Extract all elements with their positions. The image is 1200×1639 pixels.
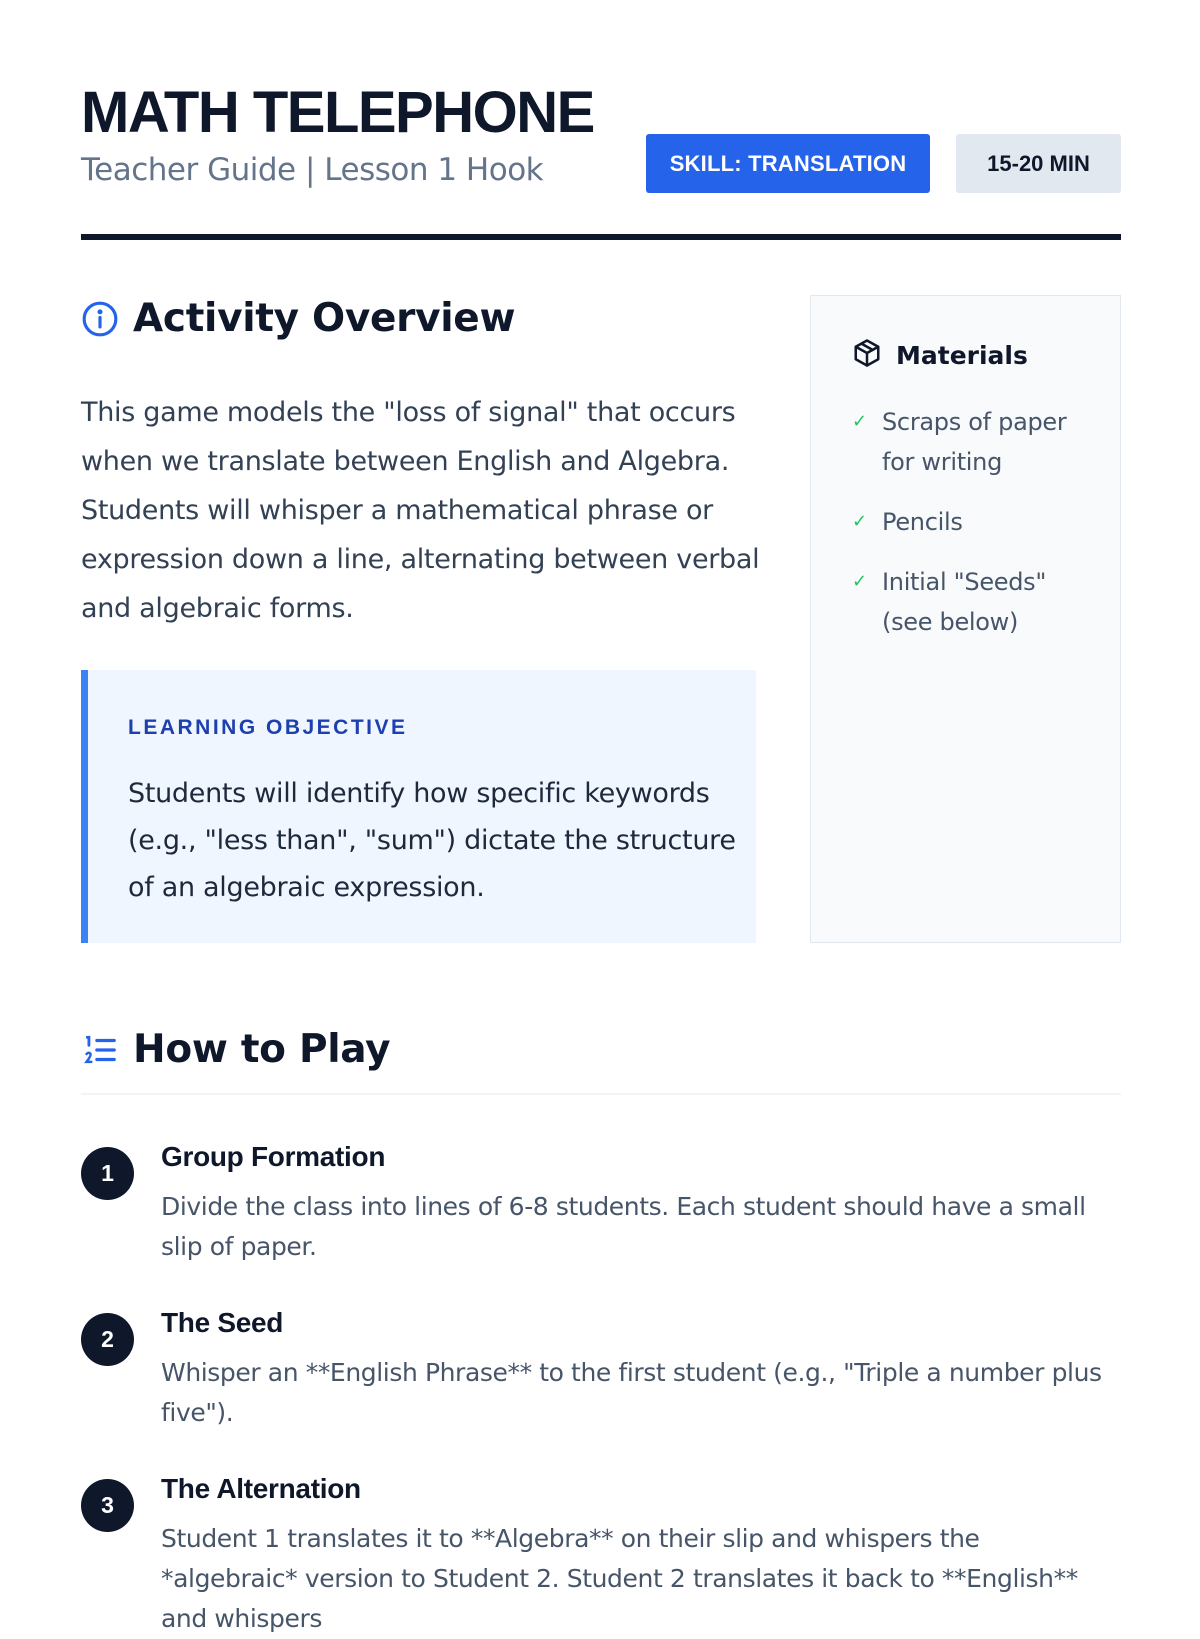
materials-panel (810, 295, 1121, 943)
numbered-list-icon (81, 1031, 119, 1069)
objective-label: LEARNING OBJECTIVE (128, 716, 408, 739)
step-description: Divide the class into lines of 6-8 students. Each student should have a small slip of paper. (161, 1192, 1086, 1261)
page-subtitle: Teacher Guide | Lesson 1 Hook (81, 152, 544, 188)
materials-item: ✓ Initial "Seeds" (see below) (852, 562, 1102, 642)
materials-list (852, 402, 1102, 662)
overview-heading (81, 296, 515, 341)
step-title: The Alternation (161, 1473, 361, 1504)
materials-heading-text: Materials (896, 341, 1028, 370)
package-box-icon (852, 338, 882, 373)
how-to-play-heading (81, 1027, 390, 1072)
step-title: Group Formation (161, 1141, 386, 1172)
step-description: Student 1 translates it to **Algebra** on their slip and whispers the *algebraic* version to Student 2. Student 2 translates it back to **English** and whispers (161, 1524, 1078, 1633)
check-icon: ✓ (852, 411, 867, 432)
check-icon: ✓ (852, 511, 867, 532)
time-badge: 15-20 MIN (956, 134, 1121, 193)
overview-paragraph: This game models the "loss of signal" that occurs when we translate between English and Algebra. Students will whisper a mathematical phrase or expression down a line, alternating between verbal and algebraic forms. (81, 397, 760, 624)
skill-badge: SKILL: TRANSLATION (646, 134, 930, 193)
step-description: Whisper an **English Phrase** to the first student (e.g., "Triple a number plus five"). (161, 1358, 1102, 1427)
info-circle-icon (81, 300, 119, 338)
how-to-play-heading-text: How to Play (133, 1027, 391, 1072)
overview-heading-text: Activity Overview (133, 296, 516, 341)
page-title: MATH TELEPHONE (81, 80, 594, 145)
step-number-badge: 1 (81, 1147, 134, 1200)
header-divider (81, 234, 1121, 240)
materials-item: ✓ Scraps of paper for writing (852, 402, 1102, 482)
objective-text: Students will identify how specific keywords (e.g., "less than", "sum") dictate the structure of an algebraic expression. (128, 778, 736, 903)
step-number-badge: 2 (81, 1313, 134, 1366)
materials-item: ✓ Pencils (852, 502, 1102, 542)
learning-objective-callout (81, 670, 756, 943)
check-icon: ✓ (852, 571, 867, 592)
step-title: The Seed (161, 1307, 284, 1338)
materials-heading (852, 338, 1028, 373)
section-divider (81, 1093, 1121, 1095)
step-number-badge: 3 (81, 1479, 134, 1532)
teacher-guide-page (81, 0, 1121, 1633)
